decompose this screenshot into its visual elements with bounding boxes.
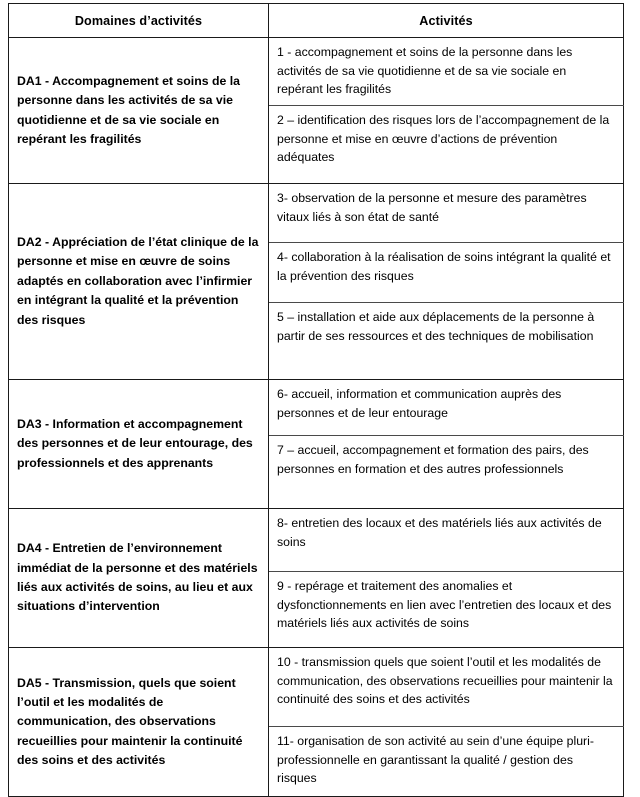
activity-cell-3: 3- observation de la personne et mesure des paramètres vitaux liés à son état de santé (269, 184, 624, 243)
domain-cell-da1: DA1 - Accompagnement et soins de la personne dans les activités de sa vie quotidienne et de sa vie sociale en repérant les fragilités (9, 38, 269, 184)
activity-cell-2: 2 – identification des risques lors de l’accompagnement de la personne et mise en œuvre d’actions de prévention adéquates (269, 106, 624, 184)
activity-cell-5: 5 – installation et aide aux déplacements de la personne à partir de ses ressources et des techniques de mobilisation (269, 303, 624, 380)
table-row (9, 38, 624, 106)
table-row (9, 509, 624, 572)
table-row (9, 184, 624, 243)
activity-cell-6: 6- accueil, information et communication auprès des personnes et de leur entourage (269, 380, 624, 436)
table-row (9, 380, 624, 436)
activity-cell-9: 9 - repérage et traitement des anomalies et dysfonctionnements en lien avec l’entretien des locaux et des matériels liés aux activités de soins (269, 572, 624, 648)
table-header (9, 4, 624, 38)
column-header-domaines: Domaines d’activités (9, 4, 269, 38)
table-header-row (9, 4, 624, 38)
activity-cell-7: 7 – accueil, accompagnement et formation des pairs, des personnes en formation et des autres professionnels (269, 436, 624, 509)
domain-cell-da4: DA4 - Entretien de l’environnement immédiat de la personne et des matériels liés aux activités de soins, au lieu et aux situations d’intervention (9, 509, 269, 648)
table-body (9, 38, 624, 797)
domain-cell-da5: DA5 - Transmission, quels que soient l’outil et les modalités de communication, des observations recueillies pour maintenir la continuité des soins et des activités (9, 648, 269, 797)
column-header-activites: Activités (269, 4, 624, 38)
table-row (9, 648, 624, 727)
domain-cell-da2: DA2 - Appréciation de l’état clinique de la personne et mise en œuvre de soins adaptés en collaboration avec l’infirmier en intégrant la qualité et la prévention des risques (9, 184, 269, 380)
activity-cell-11: 11- organisation de son activité au sein d’une équipe pluri-professionnelle en garantissant la qualité / gestion des risques (269, 727, 624, 797)
domain-cell-da3: DA3 - Information et accompagnement des personnes et de leur entourage, des professionnels et des apprenants (9, 380, 269, 509)
competency-table (8, 3, 624, 797)
activity-cell-8: 8- entretien des locaux et des matériels liés aux activités de soins (269, 509, 624, 572)
activity-cell-10: 10 - transmission quels que soient l’outil et les modalités de communication, des observations recueillies pour maintenir la continuité des soins et des activités (269, 648, 624, 727)
activity-cell-4: 4- collaboration à la réalisation de soins intégrant la qualité et la prévention des risques (269, 243, 624, 303)
activity-cell-1: 1 - accompagnement et soins de la personne dans les activités de sa vie quotidienne et de sa vie sociale en repérant les fragilités (269, 38, 624, 106)
